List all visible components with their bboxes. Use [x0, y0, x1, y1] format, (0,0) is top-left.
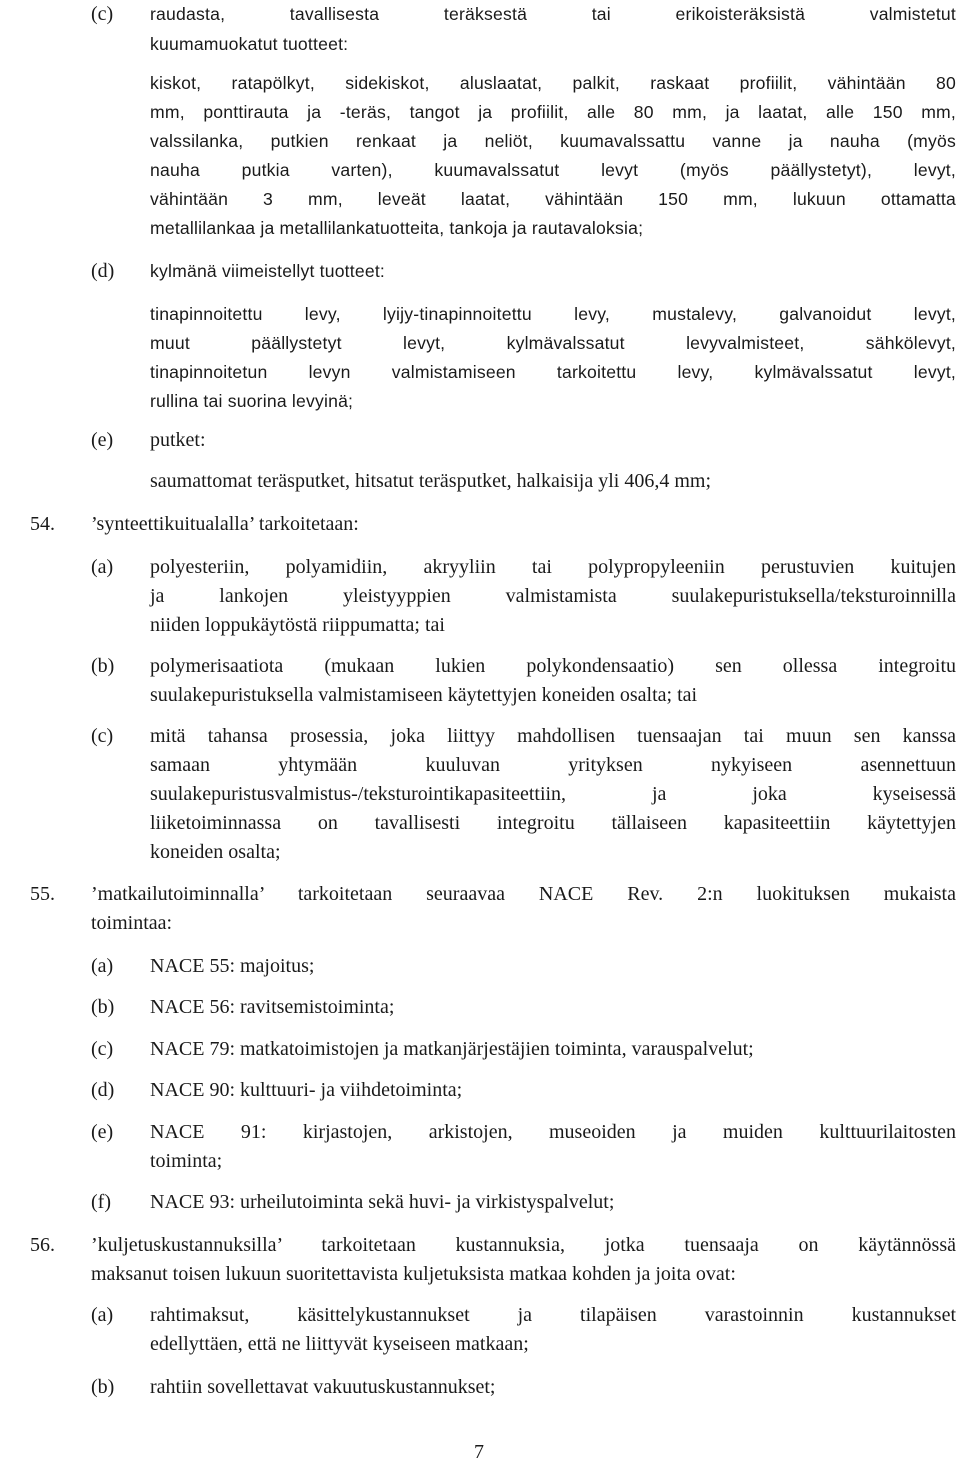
list-item-cont: toiminta; — [150, 1150, 223, 1172]
item-label: (a) — [91, 955, 114, 977]
section-intro-cont: toimintaa: — [91, 912, 173, 934]
body-line: ja lankojen yleistyyppien valmistamista suulakepuristuksella/teksturoinnilla — [150, 585, 956, 607]
body-line: rahtimaksut, käsittelykustannukset ja tilapäisen varastoinnin kustannukset — [150, 1304, 956, 1326]
item-label: (f) — [91, 1191, 111, 1213]
item-label: (c) — [91, 3, 114, 25]
item-label: (c) — [91, 725, 114, 747]
section-number: 55. — [30, 883, 55, 905]
item-label: (b) — [91, 996, 115, 1018]
section-intro: ’matkailutoiminnalla’ tarkoitetaan seuraavaa NACE Rev. 2:n luokituksen mukaista — [91, 883, 956, 905]
item-label: (d) — [91, 260, 115, 282]
item-label: (b) — [91, 1376, 115, 1398]
item-label: (a) — [91, 556, 114, 578]
body-line: rullina tai suorina levyinä; — [150, 391, 354, 411]
body-line: tinapinnoitettu levy, lyijy-tinapinnoitettu levy, mustalevy, galvanoidut levyt, — [150, 304, 956, 324]
item-label: (e) — [91, 1121, 114, 1143]
list-item: NACE 79: matkatoimistojen ja matkanjärjestäjien toiminta, varauspalvelut; — [150, 1038, 754, 1060]
item-label: (d) — [91, 1079, 115, 1101]
list-item: NACE 93: urheilutoiminta sekä huvi- ja virkistyspalvelut; — [150, 1191, 615, 1213]
body-line: tinapinnoitetun levyn valmistamiseen tarkoitettu levy, kylmävalssatut levyt, — [150, 362, 956, 382]
list-item: NACE 56: ravitsemistoiminta; — [150, 996, 395, 1018]
body-line: suulakepuristusvalmistus-/teksturointikapasiteettiin, ja joka kyseisessä — [150, 783, 956, 805]
body-line: saumattomat teräsputket, hitsatut teräsputket, halkaisija yli 406,4 mm; — [150, 470, 711, 492]
item-title: kylmänä viimeistellyt tuotteet: — [150, 261, 386, 281]
body-line: liiketoiminnassa on tavallisesti integroitu tällaiseen kapasiteettiin käytettyjen — [150, 812, 956, 834]
body-line: valssilanka, putkien renkaat ja neliöt, kuumavalssattu vanne ja nauha (myös — [150, 131, 956, 151]
body-line: vähintään 3 mm, leveät laatat, vähintään 150 mm, lukuun ottamatta — [150, 189, 956, 209]
body-line: rahtiin sovellettavat vakuutuskustannukset; — [150, 1376, 496, 1398]
item-title: putket: — [150, 429, 206, 451]
body-line: niiden loppukäytöstä riippumatta; tai — [150, 614, 445, 636]
item-title: raudasta, tavallisesta teräksestä tai erikoisteräksistä valmistetut — [150, 4, 956, 24]
body-line: samaan yhtymään kuuluvan yrityksen nykyiseen asennettuun — [150, 754, 956, 776]
section-intro: ’synteettikuitualalla’ tarkoitetaan: — [91, 513, 359, 535]
page-number: 7 — [474, 1441, 484, 1463]
item-title-cont: kuumamuokatut tuotteet: — [150, 34, 349, 54]
body-line: kiskot, ratapölkyt, sidekiskot, aluslaatat, palkit, raskaat profiilit, vähintään 80 — [150, 73, 956, 93]
body-line: nauha putkia varten), kuumavalssatut levyt (myös päällystetyt), levyt, — [150, 160, 956, 180]
item-label: (a) — [91, 1304, 114, 1326]
body-line: koneiden osalta; — [150, 841, 281, 863]
body-line: mitä tahansa prosessia, joka liittyy mahdollisen tuensaajan tai muun sen kanssa — [150, 725, 956, 747]
item-label: (b) — [91, 655, 115, 677]
item-label: (e) — [91, 429, 114, 451]
body-line: suulakepuristuksella valmistamiseen käytettyjen koneiden osalta; tai — [150, 684, 698, 706]
body-line: mm, ponttirauta ja -teräs, tangot ja profiilit, alle 80 mm, ja laatat, alle 150 mm, — [150, 102, 956, 122]
section-intro: ’kuljetuskustannuksilla’ tarkoitetaan kustannuksia, jotka tuensaaja on käytännössä — [91, 1234, 956, 1256]
list-item: NACE 91: kirjastojen, arkistojen, museoiden ja muiden kulttuurilaitosten — [150, 1121, 956, 1143]
list-item: NACE 90: kulttuuri- ja viihdetoiminta; — [150, 1079, 463, 1101]
body-line: polymerisaatiota (mukaan lukien polykondensaatio) sen ollessa integroitu — [150, 655, 956, 677]
section-number: 54. — [30, 513, 55, 535]
item-label: (c) — [91, 1038, 114, 1060]
section-intro-cont: maksanut toisen lukuun suoritettavista kuljetuksista matkaa kohden ja joita ovat: — [91, 1263, 736, 1285]
body-line: edellyttäen, että ne liittyvät kyseiseen matkaan; — [150, 1333, 529, 1355]
body-line: muut päällystetyt levyt, kylmävalssatut levyvalmisteet, sähkölevyt, — [150, 333, 956, 353]
body-line: metallilankaa ja metallilankatuotteita, tankoja ja rautavaloksia; — [150, 218, 644, 238]
list-item: NACE 55: majoitus; — [150, 955, 315, 977]
body-line: polyesteriin, polyamidiin, akryyliin tai polypropyleeniin perustuvien kuitujen — [150, 556, 956, 578]
section-number: 56. — [30, 1234, 55, 1256]
